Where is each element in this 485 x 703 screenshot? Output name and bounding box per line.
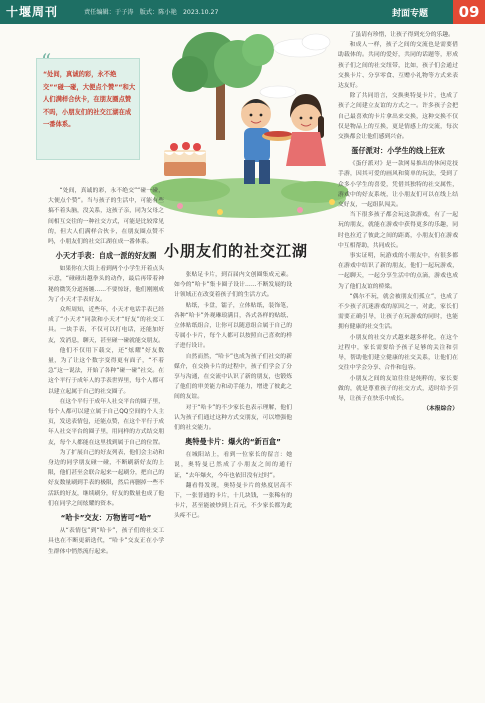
article-paragraph: 了虽请有珍惜，让孩子得到充分的乐趣。 (349, 32, 454, 38)
source-credit: （本报综合） (423, 406, 458, 413)
article-paragraph: 为了扩展自己的好友列表，他们会主动和身边的同学朋友碰一碰，不断刷新好友的上限，他们甚至会联合起来一起刷分，把自己的好友数量刷到手表的极限，然后再删掉一些不活跃的好友，继续刷分，好友的数量也成了他们在同学之间炫耀的资本。 (48, 449, 164, 507)
pull-quote (36, 49, 140, 160)
section-heading: 蛋仔派对：小学生的线上狂欢 (351, 146, 445, 156)
article-title: 小朋友们的社交江湖 (164, 242, 309, 260)
girl-illustration (286, 94, 326, 166)
article-paragraph: 对于“哈卡”的不少家长也表示理解，他们认为孩子们通过这种方式交朋友，可以增强他们的社交能力。 (174, 404, 292, 432)
article-paragraph: 小朋友之间的友谊往往是纯粹的，家长要做的，就是尊重孩子的社交方式，适时给予引导，让孩子在快乐中成长。 (338, 375, 458, 402)
article-paragraph: 如果你在大街上看到两个小学生开着点头示意，“碰碰出越拳头的动作，最后再带着神秘的微笑分道扬镳……不要惊讶，他们刚刚成为了小天才手表好友。 (48, 266, 164, 303)
page-number: 09 (453, 0, 485, 24)
article-paragraph: 张贴足卡片，到百届内文创圈集成元素。如今的“哈卡”集卡圈子设计……不断发展的设计领域正在改变着孩子们的生活方式。 (174, 272, 292, 299)
article-paragraph: 在城阳站上，看到一位家长的留言：她说，奥特曼已然成了小朋友之间的通行证，“去年爆火，今年也依旧没有过时”。 (174, 452, 292, 479)
article-paragraph: 除了共同语言，交换奥特曼卡片，也成了孩子之间建立友谊的方式之一。许多孩子会把自己最喜欢的卡片拿出来交换，这种交换不仅仅是物品上的互换，更是情感上的交流，每次交换都会让他们感到兴奋。 (338, 93, 458, 141)
article-paragraph: 他们不仅用下载交，还“炫耀”好友数量，为了让这个数字变得更有面子，“不着急”这一说法，开始了各种“碰一碰”社交。在这个平行于成年人的手表世界里，每个人都可以建立起属于自己的社交圈子。 (48, 347, 164, 395)
page-header (0, 0, 485, 24)
article-paragraph: 翻看得发现，奥特曼卡片的热度居高不下，一张普通的卡片，十几块钱，一张稀有的卡片，甚至能被炒到上百元，不少家长都为此头疼不已。 (174, 482, 292, 520)
section-heading: 奥特曼卡片：爆火的“新百盒” (185, 437, 281, 447)
article-paragraph: 《蛋仔派对》是一款网易推出的休闲竞技手游，因其可爱的画风和简单的玩法，受到了众多小学生的喜爱，凭借其独特的社交属性，游戏中的好友系统，让小朋友们可以在线上结交好友，一起组队闯关。 (338, 161, 458, 209)
article-paragraph: 从“表情包”到“哈卡”，孩子们的社交工具也在不断更新迭代，“哈卡”交友正在小学生群体中悄然流行起来。 (48, 528, 164, 555)
article-paragraph: 和成人一样，孩子之间的交流也是需要借助载体的。共同的爱好，共同的话题等，形成孩子们之间的社交纽带，比如，孩子们会通过交换卡片、分享零食、互赠小礼物等方式来表达友好。 (338, 42, 458, 90)
newspaper-brand: 十堰周刊 (6, 5, 59, 19)
section-name: 封面专题 (392, 9, 429, 19)
section-heading: “哈卡”交友：万物皆可“哈” (60, 513, 152, 523)
quote-mark-icon: “ (41, 49, 52, 73)
cake-illustration (164, 142, 206, 176)
article-paragraph: 众所周知，近些年，小天才电话手表已经成了“小天才”同款和小天才“好友”的社交工具。一块手表，不仅可以打电话，还能加好友，发消息，聊天，甚至碰一碰就能交朋友。 (48, 307, 164, 344)
article-column-right (338, 30, 458, 698)
boy-illustration (241, 99, 271, 184)
article-paragraph: 小朋友的社交方式越来越多样化，在这个过程中，家长需要给予孩子足够的关注和引导，帮助他们建立健康的社交关系，让他们在交往中学会分享、合作和包容。 (338, 334, 458, 372)
hotdog-illustration (262, 131, 294, 141)
section-heading: 小天才手表：自成一派的好友圈 (55, 251, 157, 261)
article-paragraph: “处间，真诚的彩，永不绝交”“碰一碰，大便点个赞”。当与孩子的生活中，可能有些搞不着头脑，没关系，这孩子亲，同为父母之间相互交往的一种社交方式，可能是比较常见的，但大人们满样合伙卡，在朋友圈点赞不吗，小朋友们的社交江湖在成一番体系。 (48, 188, 164, 246)
cover-illustration (150, 30, 348, 230)
article-paragraph: 在这个平行于成年人社交平台的圈子里，每个人都可以建立属于自己QQ空间的个人主页，发送表情包，还能点赞，在这个平行于成年人社交平台的圈子里，用同样的方式结交朋友，每个人都能在这里找到属于自己的位置。 (48, 398, 164, 446)
article-paragraph: 贴纸，卡盘，镭子，立体贴纸，装饰笔，各种“哈卡”外观琳琅满目，各式各样的贴纸、立体贴纸组合，让你可以随意组合属于自己的专属小卡片，每个人都可以按照自己喜欢的样子进行设计。 (174, 302, 292, 350)
article-paragraph: 自然而然，“哈卡”也成为孩子们社交的新媒介，在交换卡片的过程中，孩子们学会了分享与沟通，在交流中认识了新的朋友，也锻炼了他们的审美能力和动手能力，增进了彼此之间的友谊。 (174, 353, 292, 401)
article-paragraph: 当下很多孩子都会玩这款游戏，有了一起玩的朋友，就能在游戏中获得更多的乐趣，同时也拉近了彼此之间的距离，小朋友们在游戏中互相帮助，共同成长。 (338, 212, 458, 249)
editor-credits: 责任编辑：于子涛 版式：陈小艳 2023.10.27 (84, 9, 219, 16)
article-column-middle (174, 270, 292, 698)
article-paragraph: “偶尔不玩，就会被朋友们孤立”，也成了不少孩子沉迷游戏的原因之一，对此，家长们需要正确引导，让孩子在玩游戏的同时，也能拥有健康的社交生活。 (338, 293, 458, 331)
pull-quote-text: “处间，真诚的彩，永不绝交”“碰一碰，大便点个赞”“和大人们满样合伙卡，在朋友圈点赞不吗，小朋友们的社交江湖在成一番体系。 (43, 71, 136, 128)
article-paragraph: 事实证明，玩游戏的小朋友中，有很多都在游戏中结识了新的朋友，他们一起玩游戏，一起聊天，一起分享生活中的点滴，游戏也成为了他们友谊的桥梁。 (338, 253, 458, 290)
article-column-left (48, 186, 164, 698)
